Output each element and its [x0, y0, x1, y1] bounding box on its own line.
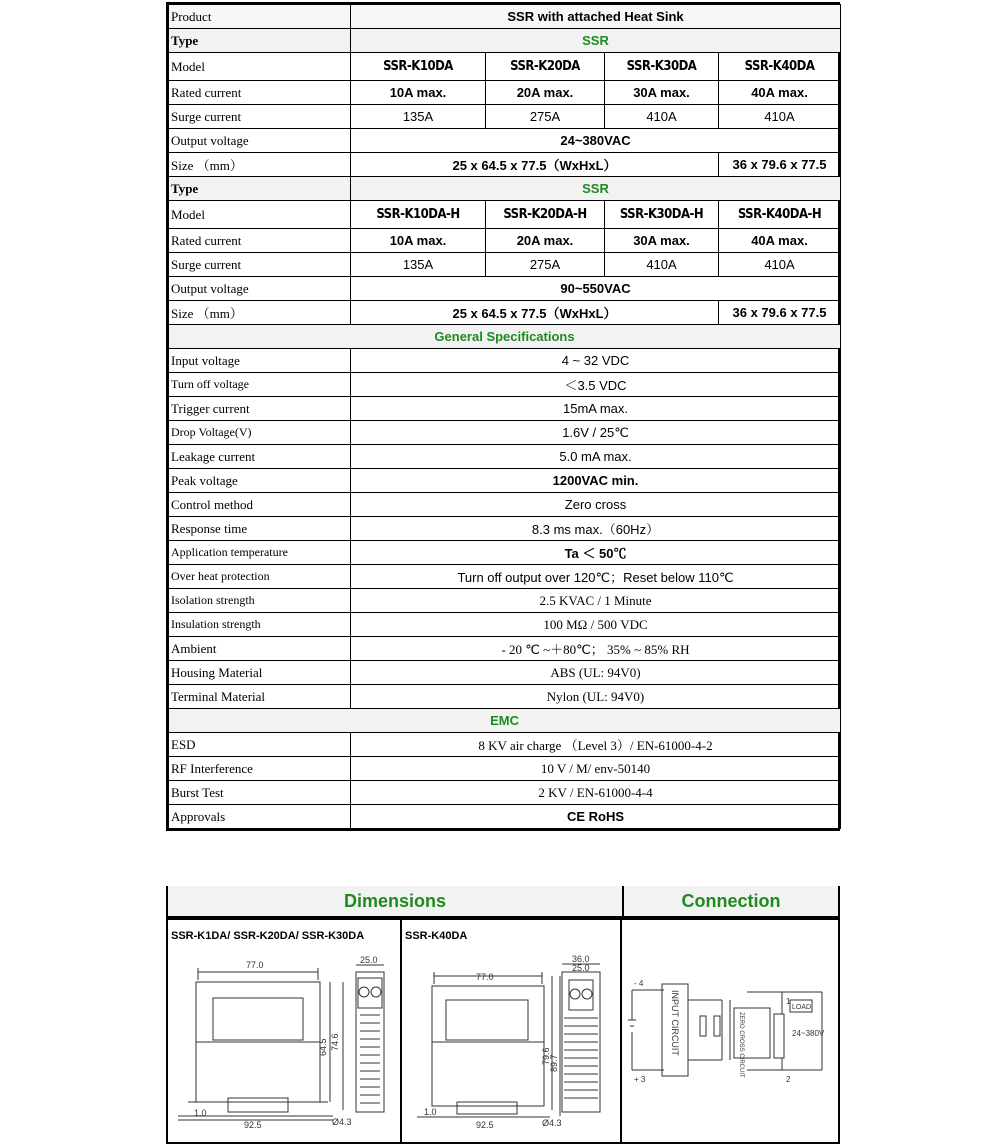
rated-cell: 20A max. [486, 229, 605, 253]
size-value-b: 36 x 79.6 x 77.5 [719, 153, 841, 177]
emc-label: RF Interference [169, 757, 351, 781]
general-label: Trigger current [169, 397, 351, 421]
conn-t1: 1 [786, 997, 791, 1006]
general-label: Application temperature [169, 541, 351, 565]
emc-value: CE RoHS [351, 805, 841, 829]
general-label: Control method [169, 493, 351, 517]
table-row [169, 105, 841, 129]
general-value: Ta ＜ 50℃ [351, 541, 841, 565]
table-row [169, 201, 841, 229]
dim2-base: 92.5 [476, 1120, 494, 1130]
general-value: Nylon (UL: 94V0) [351, 685, 841, 709]
dimensions-title: Dimensions [168, 886, 624, 916]
dim1-hole: Ø4.3 [332, 1117, 352, 1127]
surge-label: Surge current [169, 105, 351, 129]
table-row [169, 253, 841, 277]
table-row [169, 81, 841, 105]
model-cell: SSR-K10DA-H [351, 201, 486, 229]
table-row [169, 421, 841, 445]
table-row [169, 53, 841, 81]
dim2-depth-outer: 36.0 [572, 954, 590, 964]
output-value: 90~550VAC [351, 277, 841, 301]
general-spec-title: General Specifications [169, 325, 841, 349]
general-value: 8.3 ms max.（60Hz） [351, 517, 841, 541]
spec-sheet [166, 2, 840, 831]
output-value: 24~380VAC [351, 129, 841, 153]
emc-label: ESD [169, 733, 351, 757]
dimension-drawing-k10 [168, 920, 402, 1142]
dimension-drawing-k40 [402, 920, 622, 1142]
table-row [169, 637, 841, 661]
size-value-a: 25 x 64.5 x 77.5（WxHxL） [351, 153, 719, 177]
model-cell: SSR-K30DA [605, 53, 719, 81]
product-title: SSR with attached Heat Sink [351, 5, 841, 29]
size-value-a: 25 x 64.5 x 77.5（WxHxL） [351, 301, 719, 325]
conn-zero-cross: ZERO CROSS CIRCUIT [738, 1012, 744, 1078]
dim1-base: 92.5 [244, 1120, 262, 1130]
model-cell: SSR-K20DA-H [486, 201, 605, 229]
output-label: Output voltage [169, 129, 351, 153]
dim2-edge: 1.0 [424, 1107, 437, 1117]
dim2-depth-inner: 25.0 [572, 963, 590, 973]
rated-label: Rated current [169, 229, 351, 253]
general-label: Terminal Material [169, 685, 351, 709]
table-row [169, 277, 841, 301]
conn-voltage: 24~380V [792, 1029, 825, 1038]
surge-cell: 275A [486, 253, 605, 277]
table-row [169, 685, 841, 709]
table-row [169, 177, 841, 201]
dimensions-connection-header [166, 886, 840, 918]
surge-cell: 135A [351, 253, 486, 277]
dim1-h2: 74.6 [330, 1033, 340, 1051]
dim2-h2: 89.7 [549, 1054, 559, 1072]
table-row [169, 493, 841, 517]
table-row [169, 589, 841, 613]
general-label: Insulation strength [169, 613, 351, 637]
surge-label: Surge current [169, 253, 351, 277]
model-cell: SSR-K40DA [719, 53, 841, 81]
general-value: - 20 ℃ ~＋80℃； 35% ~ 85% RH [351, 637, 841, 661]
rated-cell: 40A max. [719, 229, 841, 253]
surge-cell: 410A [719, 105, 841, 129]
dim1-depth: 25.0 [360, 955, 378, 965]
dim2-title: SSR-K40DA [405, 930, 468, 942]
general-label: Input voltage [169, 349, 351, 373]
general-value: ＜3.5 VDC [351, 373, 841, 397]
size-label: Size （mm） [169, 301, 351, 325]
dim1-h1: 64.5 [318, 1038, 328, 1056]
model-label: Model [169, 53, 351, 81]
table-row [169, 301, 841, 325]
table-row [169, 129, 841, 153]
dim1-edge: 1.0 [194, 1108, 207, 1118]
dim1-title: SSR-K1DA/ SSR-K20DA/ SSR-K30DA [171, 930, 365, 942]
emc-value: 10 V / M/ env-50140 [351, 757, 841, 781]
table-row [169, 397, 841, 421]
table-row [169, 469, 841, 493]
table-row [169, 661, 841, 685]
general-label: Turn off voltage [169, 373, 351, 397]
type-label: Type [169, 29, 351, 53]
surge-cell: 275A [486, 105, 605, 129]
product-label: Product [169, 5, 351, 29]
emc-label: Approvals [169, 805, 351, 829]
size-label: Size （mm） [169, 153, 351, 177]
general-label: Housing Material [169, 661, 351, 685]
rated-cell: 10A max. [351, 229, 486, 253]
spec-table [168, 4, 841, 829]
table-row [169, 733, 841, 757]
rated-cell: 30A max. [605, 229, 719, 253]
general-value: Turn off output over 120℃；Reset below 110℃ [351, 565, 841, 589]
model-cell: SSR-K20DA [486, 53, 605, 81]
dim2-drawing [402, 920, 620, 1144]
dim1-drawing [168, 920, 400, 1144]
type-label: Type [169, 177, 351, 201]
table-row [169, 325, 841, 349]
table-row [169, 153, 841, 177]
table-row [169, 781, 841, 805]
general-label: Response time [169, 517, 351, 541]
general-label: Isolation strength [169, 589, 351, 613]
dim1-width: 77.0 [246, 960, 264, 970]
output-label: Output voltage [169, 277, 351, 301]
general-value: 2.5 KVAC / 1 Minute [351, 589, 841, 613]
table-row [169, 709, 841, 733]
conn-input-circuit: INPUT CIRCUIT [670, 990, 680, 1056]
connection-title: Connection [624, 886, 838, 916]
table-row [169, 29, 841, 53]
surge-cell: 135A [351, 105, 486, 129]
table-row [169, 373, 841, 397]
type-value: SSR [351, 29, 841, 53]
rated-cell: 10A max. [351, 81, 486, 105]
dim2-h1: 79.6 [541, 1047, 551, 1065]
conn-t2: 2 [786, 1075, 791, 1084]
dim2-hole: Ø4.3 [542, 1118, 562, 1128]
general-label: Over heat protection [169, 565, 351, 589]
surge-cell: 410A [719, 253, 841, 277]
general-value: 5.0 mA max. [351, 445, 841, 469]
connection-diagram [622, 920, 838, 1142]
general-value: 100 MΩ / 500 VDC [351, 613, 841, 637]
general-value: 1200VAC min. [351, 469, 841, 493]
model-label: Model [169, 201, 351, 229]
emc-title: EMC [169, 709, 841, 733]
table-row [169, 541, 841, 565]
general-label: Leakage current [169, 445, 351, 469]
table-row [169, 229, 841, 253]
general-label: Ambient [169, 637, 351, 661]
rated-cell: 30A max. [605, 81, 719, 105]
size-value-b: 36 x 79.6 x 77.5 [719, 301, 841, 325]
table-row [169, 349, 841, 373]
conn-load: LOAD [792, 1004, 812, 1011]
table-row [169, 805, 841, 829]
general-value: 4 ~ 32 VDC [351, 349, 841, 373]
table-row [169, 565, 841, 589]
surge-cell: 410A [605, 105, 719, 129]
emc-label: Burst Test [169, 781, 351, 805]
drawings-area [166, 918, 840, 1144]
rated-cell: 40A max. [719, 81, 841, 105]
general-value: Zero cross [351, 493, 841, 517]
rated-cell: 20A max. [486, 81, 605, 105]
emc-value: 2 KV / EN-61000-4-4 [351, 781, 841, 805]
table-row [169, 517, 841, 541]
emc-value: 8 KV air charge （Level 3）/ EN-61000-4-2 [351, 733, 841, 757]
table-row [169, 445, 841, 469]
general-label: Drop Voltage(V) [169, 421, 351, 445]
model-cell: SSR-K30DA-H [605, 201, 719, 229]
model-cell: SSR-K10DA [351, 53, 486, 81]
general-value: 1.6V / 25℃ [351, 421, 841, 445]
conn-neg: - 4 [634, 979, 644, 988]
general-value: 15mA max. [351, 397, 841, 421]
table-row [169, 757, 841, 781]
conn-pos: + 3 [634, 1075, 646, 1084]
table-row [169, 613, 841, 637]
model-cell: SSR-K40DA-H [719, 201, 841, 229]
general-label: Peak voltage [169, 469, 351, 493]
surge-cell: 410A [605, 253, 719, 277]
type-value: SSR [351, 177, 841, 201]
rated-label: Rated current [169, 81, 351, 105]
general-value: ABS (UL: 94V0) [351, 661, 841, 685]
connection-drawing [622, 920, 838, 1144]
dim2-width: 77.0 [476, 972, 494, 982]
